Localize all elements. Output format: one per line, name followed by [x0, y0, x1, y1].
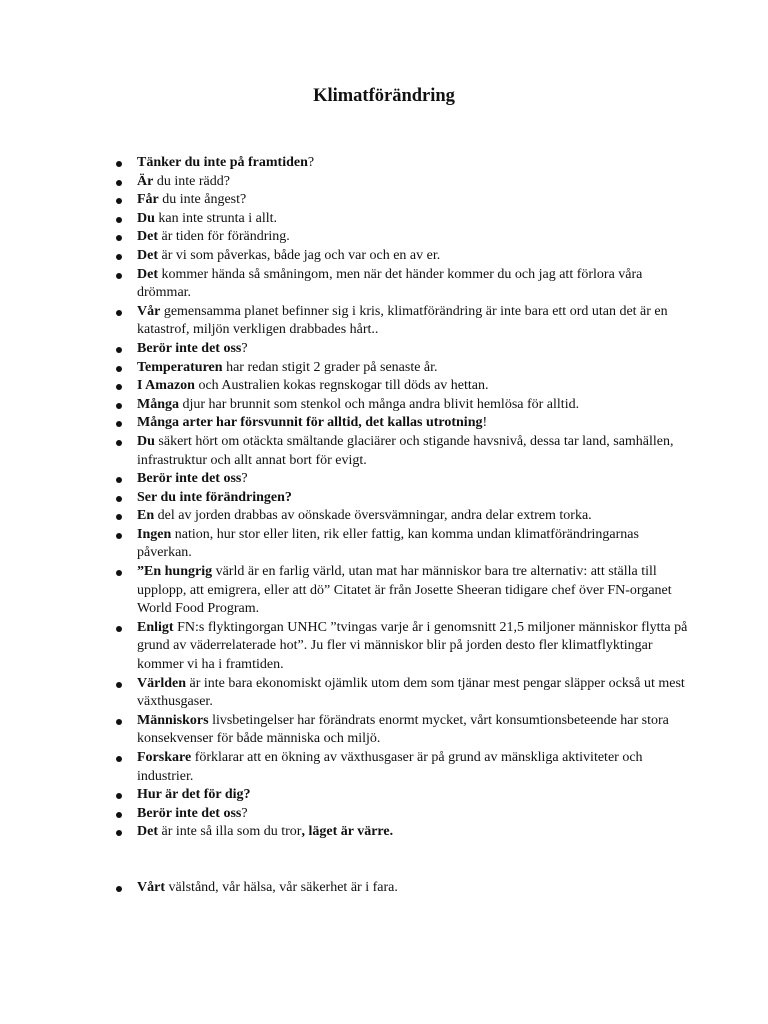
bullet-bold-text: Får: [137, 192, 159, 208]
bullet-bold-text: Många: [137, 396, 179, 412]
bullet-text: livsbetingelser har förändrats enormt mycket, vårt konsumtionsbeteende har stora konsekvenser för både människa och miljö.: [137, 712, 669, 747]
bullet-text: och Australien kokas regnskogar till döds av hettan.: [194, 378, 489, 394]
bullet-text: ?: [241, 805, 248, 821]
bullet-dot-icon: [116, 384, 122, 390]
bullet-text: du inte ångest?: [158, 192, 247, 208]
bullet-dot-icon: [116, 793, 122, 799]
bullet-bold-text: Berör inte det oss: [137, 340, 242, 356]
bullet-dot-icon: [116, 570, 122, 576]
bullet-bold-text: Tänker du inte på framtiden: [137, 155, 308, 170]
bullet-item: [0, 191, 768, 210]
bullet-text: !: [482, 415, 488, 431]
bullet-bold-text: Berör inte det oss: [137, 805, 242, 821]
bullet-text: värld är en farlig värld, utan mat har människor bara tre alternativ: att ställa till upplopp, att emigrera, eller att dö” Citatet är från Josette Sheeran tidigare chef över FN-organet World Food Program.: [137, 564, 672, 617]
bullet-text: är tiden för förändring.: [158, 229, 290, 245]
bullet-bold-text: Du: [137, 433, 155, 449]
bullet-dot-icon: [116, 217, 122, 223]
bullet-bold-text: Forskare: [137, 750, 192, 765]
bullet-item: [0, 377, 768, 396]
bullet-item: [0, 507, 768, 526]
bullet-item: [0, 619, 768, 675]
bullet-text: säkert hört om otäckta smältande glaciärer och stigande havsnivå, dessa tar land, samhällen, infrastruktur och allt annat bort för evigt.: [137, 433, 674, 468]
bullet-dot-icon: [116, 161, 122, 167]
bullet-dot-icon: [116, 886, 122, 892]
bullet-item: [0, 526, 768, 563]
bullet-text: är inte så illa som du tror: [158, 824, 302, 840]
bullet-bold-text: Enligt: [137, 619, 174, 635]
bullet-dot-icon: [116, 421, 122, 427]
bullet-item: [0, 359, 768, 378]
bullet-item: [0, 266, 768, 303]
bullet-item: [0, 173, 768, 192]
bullet-text: har redan stigit 2 grader på senaste år.: [222, 359, 438, 375]
bullet-text: förklarar att en ökning av växthusgaser är på grund av mänskliga aktiviteter och industrier.: [137, 750, 643, 784]
bullet-dot-icon: [116, 235, 122, 241]
bullet-item: [0, 433, 768, 470]
bullet-text: FN:s flyktingorgan UNHC ”tvingas varje år i genomsnitt 21,5 miljoner människor flytta på grund av väderrelaterade hot”. Ju fler vi människor blir på jorden desto fler klimatflyktingar kommer vi ha i framtiden.: [137, 619, 688, 673]
bullet-bold-text: Berör inte det oss: [137, 471, 242, 487]
bullet-bold-text: Hur är det för dig?: [137, 787, 251, 803]
bullet-item: [0, 563, 768, 619]
bullet-bold-text: Det: [137, 229, 158, 245]
bullet-dot-icon: [116, 254, 122, 260]
bullet-bold-text: Är: [137, 173, 154, 189]
bullet-bold-text: Det: [137, 824, 158, 840]
bullet-bold-text: Temperaturen: [137, 359, 223, 375]
bullet-bold-text: ”En hungrig: [137, 564, 213, 580]
bullet-item: [0, 712, 768, 749]
bullet-bold-text: Vår: [137, 303, 161, 319]
bullet-dot-icon: [116, 366, 122, 372]
bullet-bold-text: Människors: [137, 712, 209, 728]
bullet-bold-text: Ser du inte förändringen?: [137, 489, 292, 505]
bullet-dot-icon: [116, 440, 122, 446]
bullet-item: [0, 303, 768, 340]
bullet-dot-icon: [116, 514, 122, 520]
bullet-text: välstånd, vår hälsa, vår säkerhet är i fara.: [165, 879, 398, 895]
bullet-bold-text: Många arter har försvunnit för alltid, det kallas utrotning: [137, 415, 483, 431]
bullet-item: [0, 823, 768, 842]
bullet-bold-text: Vårt: [137, 879, 165, 895]
bullet-text: du inte rädd?: [153, 173, 230, 189]
bullet-text: djur har brunnit som stenkol och många andra blivit hemlösa för alltid.: [179, 396, 580, 412]
bullet-text: ?: [307, 155, 315, 170]
bullet-item: [0, 675, 768, 712]
bullet-dot-icon: [116, 347, 122, 353]
bullet-item: [0, 749, 768, 786]
bullet-dot-icon: [116, 198, 122, 204]
bullet-text: nation, hur stor eller liten, rik eller fattig, kan komma undan klimatförändringarnas påverkan.: [137, 526, 639, 561]
bullet-item: [0, 805, 768, 824]
bullet-item: [0, 228, 768, 247]
bullet-dot-icon: [116, 310, 122, 316]
bullet-bold-text: Du: [137, 210, 155, 226]
bullet-bold-text: Det: [137, 266, 158, 282]
bullet-text: ?: [241, 340, 248, 356]
bullet-dot-icon: [116, 830, 122, 836]
bullet-dot-icon: [116, 403, 122, 409]
bullet-item: [0, 489, 768, 508]
bullet-text: kommer hända så småningom, men när det händer kommer du och jag att förlora våra drömmar.: [137, 266, 643, 301]
bullet-item: [0, 154, 768, 173]
bullet-dot-icon: [116, 273, 122, 279]
bullet-item: [0, 470, 768, 489]
bullet-text: del av jorden drabbas av oönskade översvämningar, andra delar extrem torka.: [154, 508, 592, 524]
bullet-bold-text: I Amazon: [137, 378, 195, 394]
bullet-item: [0, 396, 768, 415]
bullet-dot-icon: [116, 477, 122, 483]
bullet-text: är vi som påverkas, både jag och var och en av er.: [158, 247, 441, 263]
bullet-bold-text: En: [137, 508, 155, 524]
bullet-item: [0, 340, 768, 359]
bullet-dot-icon: [116, 626, 122, 632]
bullet-item: [0, 210, 768, 229]
bullet-item: [0, 247, 768, 266]
bullet-dot-icon: [116, 496, 122, 502]
bullet-dot-icon: [116, 180, 122, 186]
bullet-text: är inte bara ekonomiskt ojämlik utom dem som tjänar mest pengar släpper också ut mest växthusgaser.: [137, 675, 685, 710]
bullet-bold-text: Ingen: [137, 526, 172, 542]
bullet-item: [0, 414, 768, 433]
document-title: Klimatförändring: [313, 86, 455, 106]
bullet-dot-icon: [116, 756, 122, 762]
bullet-list: [0, 154, 768, 898]
bullet-dot-icon: [116, 719, 122, 725]
bullet-item: [0, 786, 768, 805]
bullet-dot-icon: [116, 682, 122, 688]
bullet-dot-icon: [116, 812, 122, 818]
bullet-dot-icon: [116, 533, 122, 539]
bullet-bold-text: Världen: [137, 675, 186, 691]
bullet-bold-text: , läget är värre.: [301, 824, 394, 840]
bullet-text: ?: [241, 471, 248, 487]
bullet-bold-text: Det: [137, 247, 158, 263]
bullet-text: gemensamma planet befinner sig i kris, klimatförändring är inte bara ett ord utan det är en katastrof, miljön verkligen drabbades hårt..: [137, 303, 668, 338]
bullet-item: [0, 879, 768, 898]
bullet-text: kan inte strunta i allt.: [154, 210, 277, 226]
